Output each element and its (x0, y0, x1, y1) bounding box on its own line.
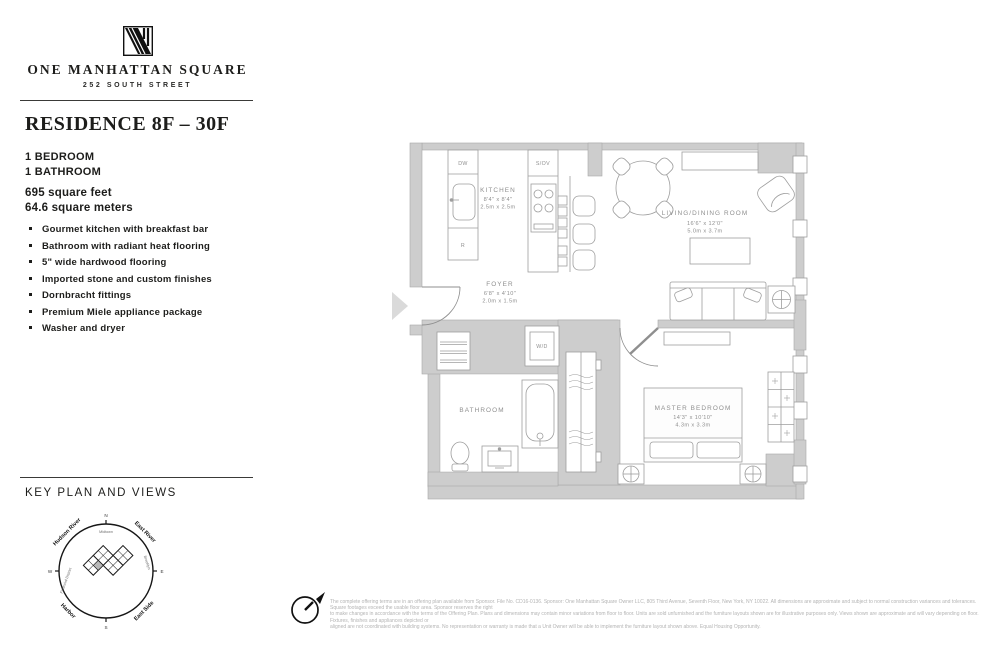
living-furniture (611, 152, 797, 320)
svg-text:E: E (160, 568, 164, 574)
brand-name: ONE MANHATTAN SQUARE (27, 62, 248, 77)
feature-text: Washer and dryer (42, 323, 126, 334)
svg-text:4.3m x 3.3m: 4.3m x 3.3m (675, 422, 711, 429)
page-title: RESIDENCE 8F – 30F (25, 113, 230, 135)
feature-item (25, 307, 255, 318)
armchair (755, 173, 797, 214)
feature-item (25, 290, 255, 301)
bullet-icon (29, 244, 32, 247)
svg-text:5.0m x 3.7m: 5.0m x 3.7m (687, 228, 723, 235)
feature-list (25, 224, 255, 340)
view-label-ne: East River (132, 520, 157, 545)
window-mullion (793, 356, 807, 373)
sofa (670, 282, 766, 320)
bullet-icon (29, 227, 32, 230)
brand-block (20, 26, 255, 89)
bullet-icon (29, 260, 32, 263)
bedroom-door (620, 328, 658, 366)
svg-text:2.5m x 2.5m: 2.5m x 2.5m (480, 204, 516, 211)
side-table-lamp (768, 286, 795, 313)
svg-text:W: W (47, 568, 53, 574)
entry-arrow-icon (392, 292, 408, 320)
compass-circle (59, 524, 153, 618)
window-mullion (793, 156, 807, 173)
console-table (682, 152, 758, 170)
bed-bath-block (25, 150, 101, 180)
living-dining-label: LIVING/DINING ROOM (661, 210, 749, 217)
vanity-sink (482, 446, 518, 472)
disclaimer-line: The complete offering terms are in an offering plan available from Sponsor. File No. CD16-0136. Sponsor: One Manhattan Square Owner LLC, 805 Third Avenue, Seventh Floor, New York, NY 10022. All dimensions are approximate and subject to normal construction variances and tolerances. Square footages exceed the usable floor area. Sponsor reserves the right (330, 599, 977, 612)
dresser (664, 332, 730, 345)
disclaimer-line: aligned are not coordinated with building systems. No representation or warranty is made that a Unit Owner will be able to implement the furniture layout shown above. Equal Housing Opportunity. (330, 623, 761, 630)
linen-closet (437, 332, 470, 370)
view-label-nw: Hudson River (52, 517, 83, 548)
feature-text: Dornbracht fittings (42, 290, 132, 301)
divider-bottom (20, 477, 253, 478)
key-plan-title: KEY PLAN AND VIEWS (25, 487, 177, 499)
svg-text:14'3" x 10'10": 14'3" x 10'10" (673, 415, 713, 421)
feature-item (25, 323, 255, 334)
feature-text: Bathroom with radiant heat flooring (42, 240, 210, 252)
feature-text: Gourmet kitchen with breakfast bar (42, 224, 209, 235)
view-label-financial-district: Financial District (59, 567, 73, 595)
bathroom-count: 1 BATHROOM (25, 166, 102, 178)
divider-top (20, 100, 253, 101)
oms-logo-icon (123, 26, 153, 56)
legal-disclaimer (330, 599, 986, 630)
view-label-midtown: Midtown (99, 530, 113, 534)
view-label-sw: Harbor (59, 602, 77, 620)
view-label-se: East Side (133, 600, 156, 623)
bullet-icon (29, 277, 32, 280)
feature-item (25, 257, 255, 268)
entry-door (422, 287, 460, 325)
bullet-icon (29, 293, 32, 296)
bullet-icon (29, 310, 32, 313)
bathroom-label: BATHROOM (459, 407, 505, 414)
coffee-table (690, 238, 750, 264)
key-plan-building-footprint (83, 536, 132, 585)
pillow (650, 442, 693, 458)
north-compass-icon (283, 586, 327, 630)
floor-plan (390, 140, 810, 512)
svg-text:2.0m x 1.5m: 2.0m x 1.5m (482, 298, 518, 305)
svg-text:N: N (104, 513, 108, 518)
brand-address: 252 SOUTH STREET (82, 82, 193, 89)
nightstand-lamp (618, 464, 644, 484)
bathtub (522, 380, 558, 448)
bar-stool (573, 250, 595, 270)
chest-of-drawers (768, 372, 794, 442)
refrigerator-label: R (460, 243, 466, 249)
feature-text: Premium Miele appliance package (42, 306, 203, 318)
svg-text:16'6" x 12'0": 16'6" x 12'0" (687, 221, 723, 227)
kitchen-casework (448, 150, 595, 272)
bar-stool (573, 224, 595, 244)
area-square-meters: 64.6 square meters (25, 202, 133, 214)
kitchen-sink (453, 184, 475, 220)
bar-stool (573, 196, 595, 216)
pillow (697, 442, 740, 458)
area-square-feet: 695 square feet (25, 187, 112, 199)
foyer-label: FOYER (486, 281, 514, 288)
feature-item (25, 224, 255, 235)
toilet (451, 442, 469, 471)
svg-text:6'8" x 4'10": 6'8" x 4'10" (483, 291, 517, 297)
window-mullion (793, 220, 807, 237)
bullet-icon (29, 326, 32, 329)
feature-text: Imported stone and custom finishes (42, 273, 212, 285)
stove-oven-label: S/OV (535, 161, 551, 167)
area-block (25, 186, 133, 216)
bedroom-count: 1 BEDROOM (25, 151, 95, 163)
washer-dryer-label: W/D (536, 344, 548, 350)
counter-drawers (558, 196, 567, 266)
feature-text: 5" wide hardwood flooring (42, 257, 167, 268)
window-mullion (793, 402, 807, 419)
dishwasher-label: DW (458, 161, 468, 167)
svg-text:8'4" x 8'4": 8'4" x 8'4" (483, 197, 513, 203)
nightstand-lamp (740, 464, 766, 484)
kitchen-label: KITCHEN (480, 187, 516, 194)
window-mullion (793, 466, 807, 482)
wardrobe (566, 352, 601, 472)
feature-item (25, 241, 255, 252)
feature-item (25, 274, 255, 285)
svg-text:S: S (104, 625, 108, 630)
key-plan-compass (38, 503, 174, 639)
disclaimer-line: to make changes in accordance with the terms of the Offering Plan. Plans and dimensions may contain minor variations from floor to floor. Units are sold unfurnished and the furniture layouts shown are for illustrative purposes only. Views shown are approximate and will vary depending on floor. Fixtures, finishes and appliances depicted or (330, 611, 979, 624)
master-bedroom-label: MASTER BEDROOM (654, 405, 732, 412)
view-label-brooklyn: Brooklyn (142, 555, 152, 571)
